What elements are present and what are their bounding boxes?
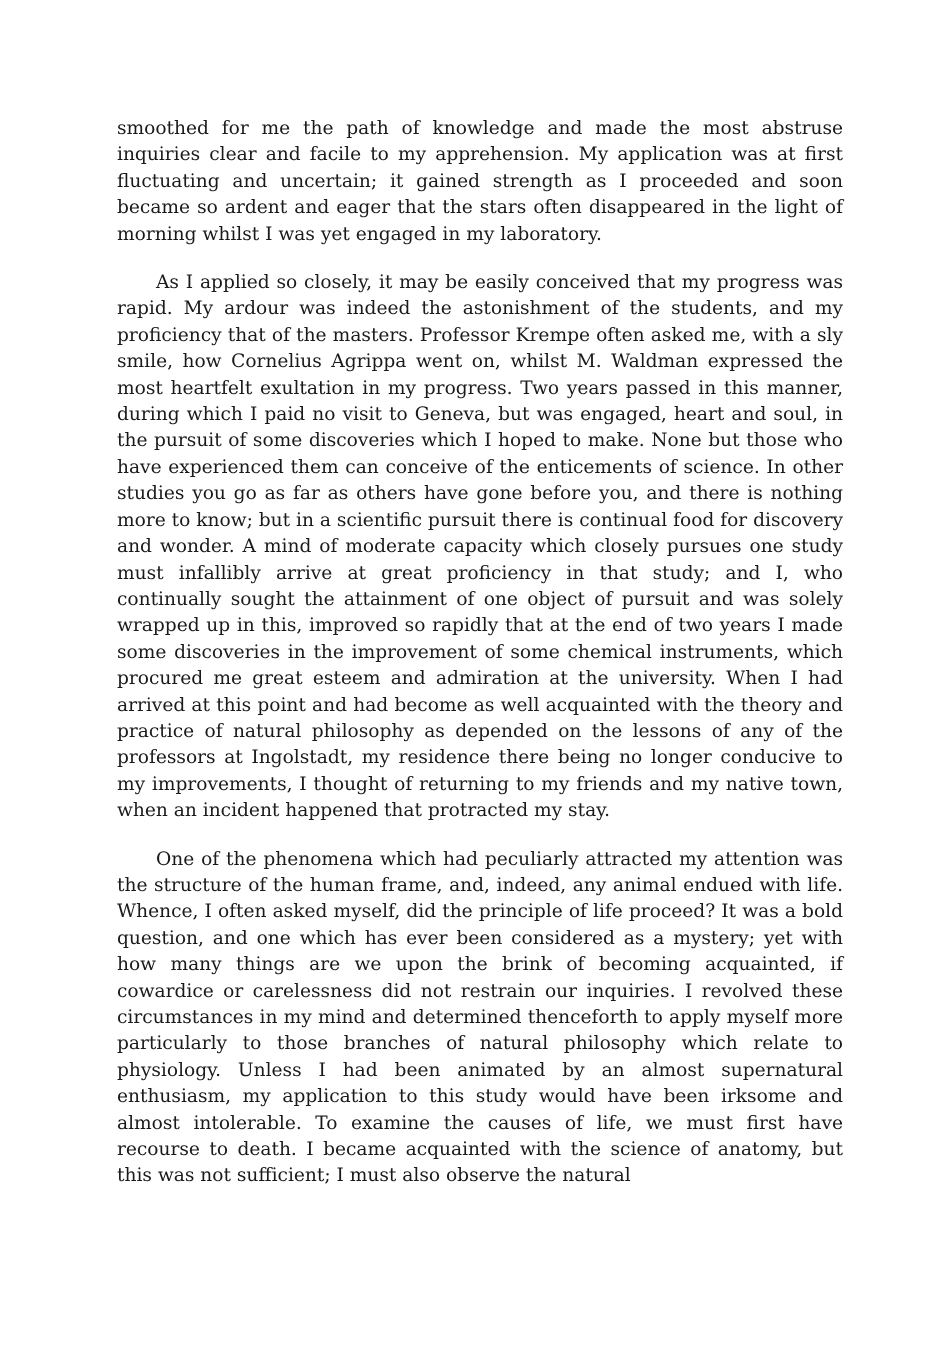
paragraph-continued: smoothed for me the path of knowledge and made the most abstruse inquiries clear and facile to my apprehension. My application was at first fluctuating and uncertain; it gained strength as I proceeded and soon became so ardent and eager that the stars often disappeared in the light of morning whilst I was yet engaged in my laboratory.	[117, 118, 843, 245]
page-body	[117, 116, 843, 1190]
paragraph-phenomena: One of the phenomena which had peculiarly attracted my attention was the structure of the human frame, and, indeed, any animal endued with life. Whence, I often asked myself, did the principle of life proceed? It was a bold question, and one which has ever been considered as a mystery; yet with how many things are we upon the brink of becoming acquainted, if cowardice or carelessness did not restrain our inquiries. I revolved these circumstances in my mind and determined thenceforth to apply myself more particularly to those branches of natural philosophy which relate to physiology. Unless I had been animated by an almost supernatural enthusiasm, my application to this study would have been irksome and almost intolerable. To examine the causes of life, we must first have recourse to death. I became acquainted with the science of anatomy, but this was not sufficient; I must also observe the natural	[117, 848, 843, 1187]
paragraph-progress: As I applied so closely, it may be easily conceived that my progress was rapid. My ardour was indeed the astonishment of the students, and my proficiency that of the masters. Professor Krempe often asked me, with a sly smile, how Cornelius Agrippa went on, whilst M. Waldman expressed the most heartfelt exultation in my progress. Two years passed in this manner, during which I paid no visit to Geneva, but was engaged, heart and soul, in the pursuit of some discoveries which I hoped to make. None but those who have experienced them can conceive of the enticements of science. In other studies you go as far as others have gone before you, and there is nothing more to know; but in a scientific pursuit there is continual food for discovery and wonder. A mind of moderate capacity which closely pursues one study must infallibly arrive at great proficiency in that study; and I, who continually sought the attainment of one object of pursuit and was solely wrapped up in this, improved so rapidly that at the end of two years I made some discoveries in the improvement of some chemical instruments, which procured me great esteem and admiration at the university. When I had arrived at this point and had become as well acquainted with the theory and practice of natural philosophy as depended on the lessons of any of the professors at Ingolstadt, my residence there being no longer conducive to my improvements, I thought of returning to my friends and my native town, when an incident happened that protracted my stay.	[117, 272, 843, 822]
